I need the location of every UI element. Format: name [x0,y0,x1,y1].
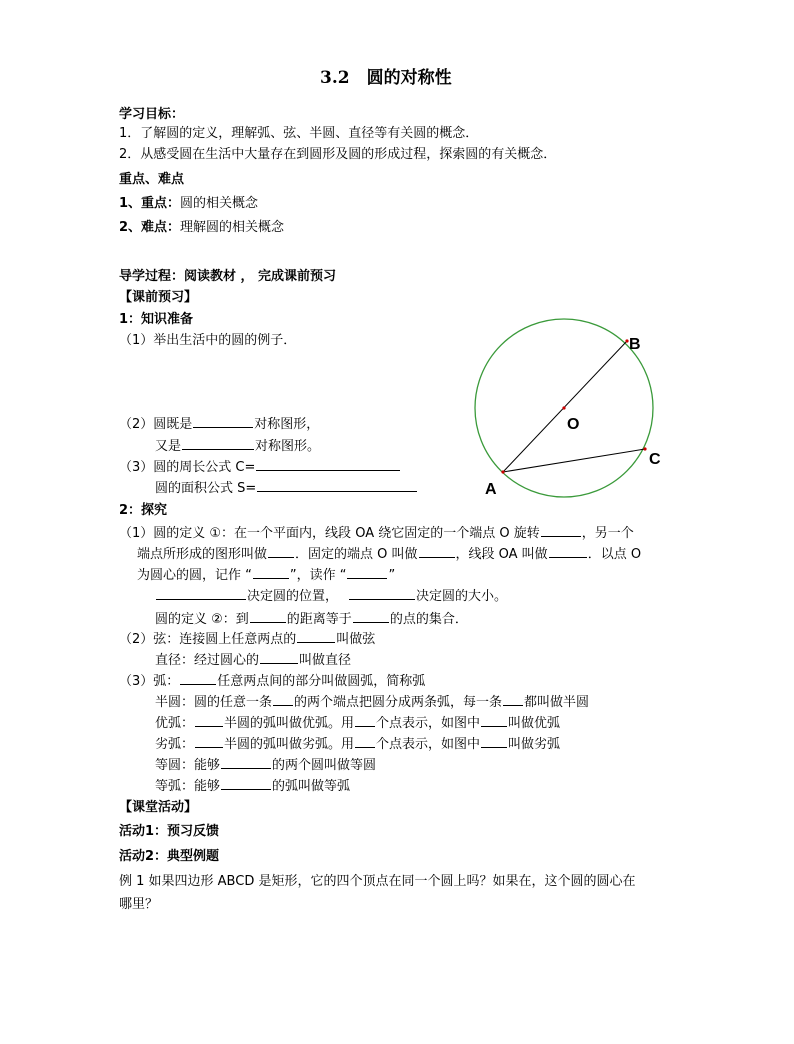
text: 决定圆的位置， [247,589,339,604]
text: 个点表示，如图中 [376,716,481,731]
label-c: C [649,451,661,468]
key-label: 1、重点： [119,196,181,211]
keypoints-heading: 重点、难点 [119,172,185,187]
activity-heading: 【课堂活动】 [119,800,198,815]
diameter-definition [155,650,351,670]
text: ” [388,568,396,583]
text: 等圆：能够 [155,758,221,773]
text: 的点的集合． [389,612,468,627]
objective-1: 1．了解圆的定义，理解弧、弦、半圆、直径等有关圆的概念． [119,126,479,141]
k2b-pre: 又是 [155,439,182,454]
label-a: A [485,481,497,498]
text: 的距离等于 [286,612,352,627]
blank[interactable] [481,713,507,727]
text: 的两个圆叫做等圆 [272,758,377,773]
text: 任意两点间的部分叫做圆弧，简称弧 [217,674,426,689]
blank[interactable] [349,586,415,600]
blank[interactable] [355,734,375,748]
definition-1-line-2 [137,544,641,564]
point-c [643,447,646,450]
key-text: 圆的相关概念 [180,196,259,211]
blank[interactable] [419,544,455,558]
text: 都叫做半圆 [524,695,590,710]
chord-ac [503,449,645,472]
activity-2: 活动2：典型例题 [119,849,220,864]
text: 直径：经过圆心的 [155,653,260,668]
text: 的两个端点把圆分成两条弧，每一条 [294,695,503,710]
text: 优弧： [155,716,195,731]
objectives-heading: 学习目标： [119,107,185,122]
k3b-text: 圆的面积公式 S= [155,481,257,496]
blank[interactable] [353,609,389,623]
text: （1）圆的定义 ①：在一个平面内，线段 OA 绕它固定的一个端点 O 旋转 [119,526,540,541]
major-arc-definition [155,713,560,733]
diameter-ab [503,341,627,472]
blank[interactable] [221,776,271,790]
text: 半圆：圆的任意一条 [155,695,273,710]
example-1-line-2: 哪里？ [119,897,159,912]
blank[interactable] [195,713,223,727]
explore-heading: 2：探究 [119,503,168,518]
blank[interactable] [297,629,335,643]
text: 半圆的弧叫做优弧。用 [224,716,355,731]
text: 劣弧： [155,737,195,752]
text: （3）弧： [119,674,180,689]
knowledge-item-1: （1）举出生活中的圆的例子． [119,333,297,348]
blank[interactable] [503,692,523,706]
k3a-text: （3）圆的周长公式 C= [119,460,256,475]
text: 为圆心的圆，记作 “ [137,568,252,583]
blank[interactable] [253,565,289,579]
blank[interactable] [260,650,298,664]
blank[interactable] [481,734,507,748]
hard-text: 理解圆的相关概念 [180,220,285,235]
center-point [562,406,565,409]
blank[interactable] [355,713,375,727]
text: 半圆的弧叫做劣弧。用 [224,737,355,752]
text: 个点表示，如图中 [376,737,481,752]
blank[interactable] [221,755,271,769]
text: ，线段 OA 叫做 [455,547,548,562]
text: ，另一个 [581,526,634,541]
blank[interactable] [180,671,216,685]
text: 等弧：能够 [155,779,221,794]
blank[interactable] [541,523,581,537]
objective-2: 2．从感受圆在生活中大量存在到圆形及圆的形成过程，探索圆的有关概念． [119,147,557,162]
minor-arc-definition [155,734,560,754]
definition-1-line-4 [155,586,507,606]
text: 圆的定义 ②：到 [155,612,249,627]
text: 端点所形成的图形叫做 [137,547,268,562]
text: ．固定的端点 O 叫做 [295,547,418,562]
text: 的弧叫做等弧 [272,779,351,794]
text: 叫做直径 [299,653,352,668]
equal-circle-definition [155,755,376,775]
blank[interactable] [156,586,246,600]
blank[interactable] [549,544,587,558]
equal-arc-definition [155,776,350,796]
label-b: B [629,336,641,353]
k2a-pre: （2）圆既是 [119,417,193,432]
preview-heading: 【课前预习】 [119,290,198,305]
blank[interactable] [273,692,293,706]
text: 叫做劣弧 [508,737,561,752]
blank[interactable] [250,609,286,623]
text: 叫做弦 [336,632,376,647]
knowledge-heading: 1：知识准备 [119,312,194,327]
hard-label: 2、难点： [119,220,181,235]
blank[interactable] [195,734,223,748]
definition-1-line-3 [137,565,395,585]
page-title: 3.2 圆的对称性 [320,68,452,88]
text: ”，读作 “ [289,568,347,583]
definition-1-line-1 [119,523,634,543]
point-a [501,470,504,473]
blank[interactable] [268,544,294,558]
chord-definition [119,629,375,649]
text: ．以点 O [587,547,642,562]
definition-2 [155,609,468,629]
blank[interactable] [347,565,387,579]
example-1-line-1: 例 1 如果四边形 ABCD 是矩形，它的四个顶点在同一个圆上吗？如果在，这个圆的圆心在 [119,874,636,889]
k2b-post: 对称图形。 [255,439,321,454]
semicircle-definition [155,692,589,712]
text: （2）弦：连接圆上任意两点的 [119,632,297,647]
arc-definition [119,671,425,691]
activity-1: 活动1：预习反馈 [119,824,220,839]
k2a-post: 对称图形， [254,417,320,432]
label-o: O [567,416,580,433]
text: 决定圆的大小。 [416,589,508,604]
text: 叫做优弧 [508,716,561,731]
guide-heading: 导学过程：阅读教材 ， 完成课前预习 [119,269,337,284]
